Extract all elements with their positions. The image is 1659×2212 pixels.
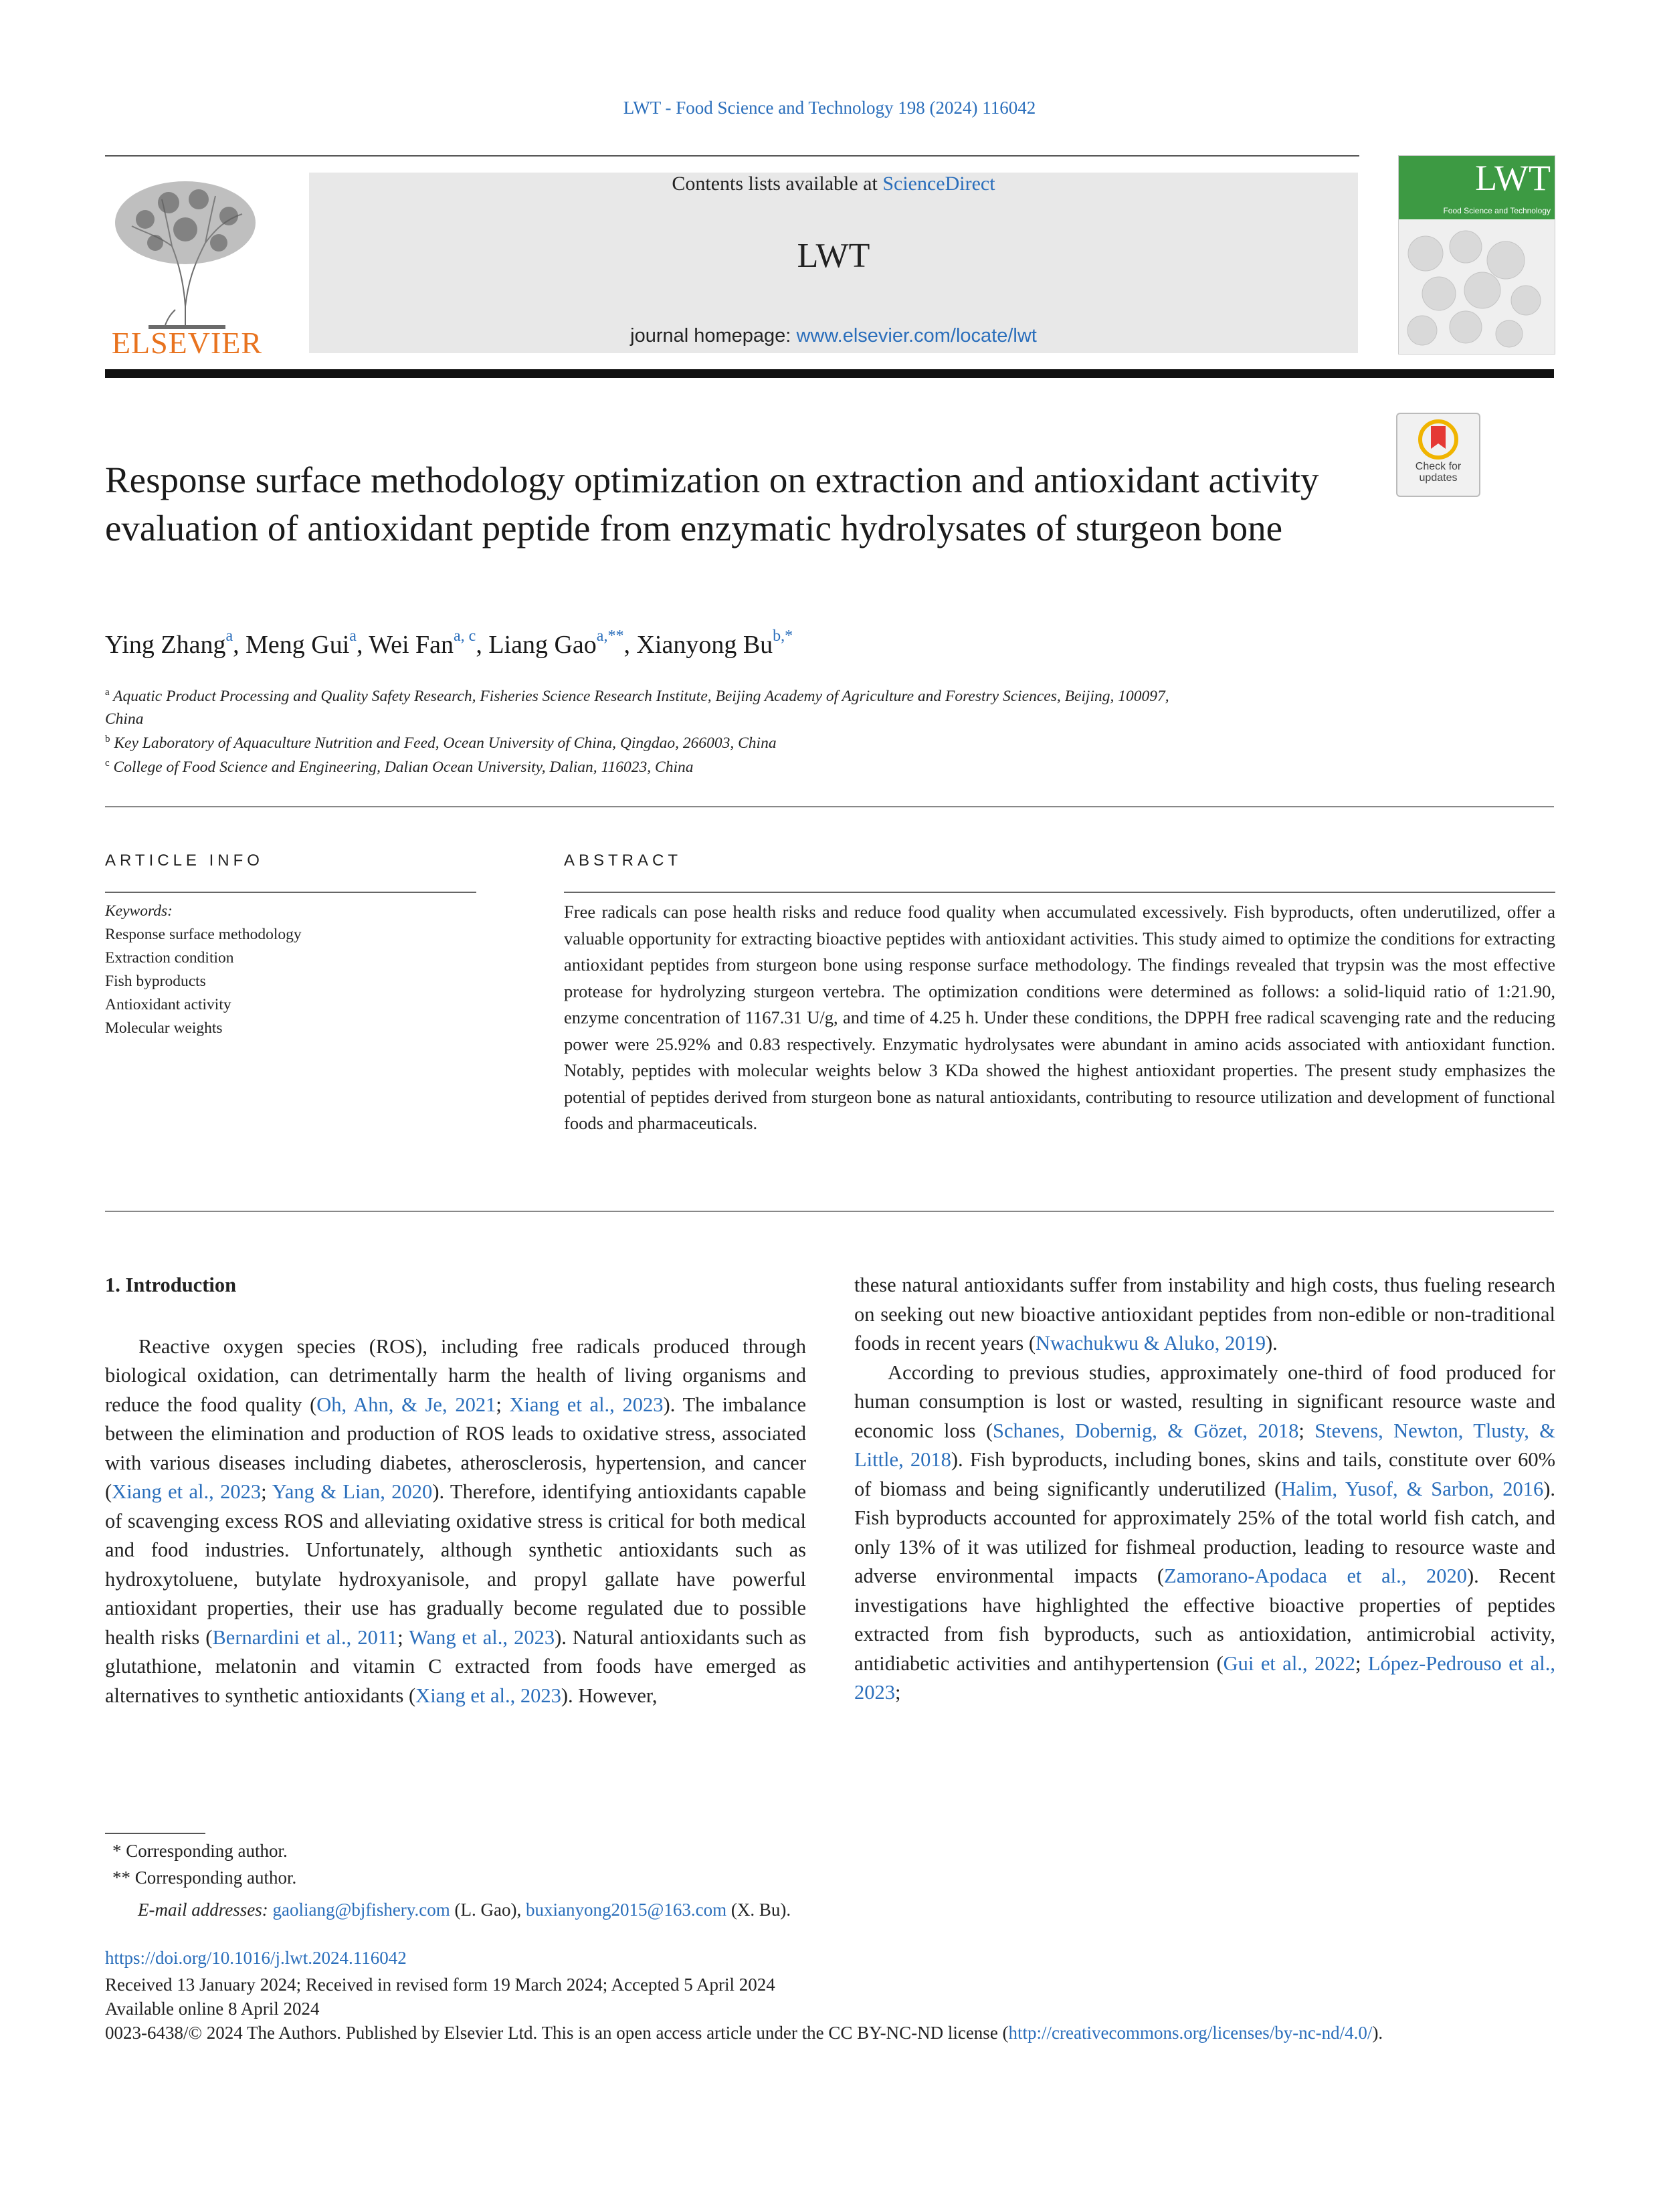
- citation-link[interactable]: Xiang et al., 2023: [509, 1393, 664, 1416]
- footnote-emails: [138, 1900, 791, 1920]
- bookmark-icon: [1397, 417, 1479, 464]
- paragraph: [105, 1332, 806, 1711]
- check-for-updates-badge[interactable]: [1396, 413, 1480, 497]
- paragraph-text: ;: [895, 1681, 901, 1704]
- body-column-right: [854, 1271, 1555, 1708]
- cover-subtitle: Food Science and Technology: [1443, 206, 1551, 215]
- divider: [105, 892, 476, 893]
- journal-cover[interactable]: [1398, 155, 1555, 355]
- citation-link[interactable]: Halim, Yusof, & Sarbon, 2016: [1281, 1477, 1544, 1500]
- paragraph-text: ). Therefore, identifying antioxidants capable of scavenging excess ROS and alleviating oxidative stress is critical for both medical and food industries. Unfortunately, although synthetic antioxidants such as hydroxytoluene, butylate hydroxyanisole, and propyl gallate have powerful antioxidant properties, their use has gradually become regulated due to possible health risks (: [105, 1480, 806, 1649]
- cover-title: LWT: [1475, 158, 1551, 198]
- citation-link[interactable]: Xiang et al., 2023: [112, 1480, 262, 1503]
- citation-link[interactable]: Oh, Ahn, & Je, 2021: [316, 1393, 496, 1416]
- author[interactable]: Xianyong Bu: [636, 631, 773, 659]
- keywords-block: [105, 900, 302, 1040]
- divider: [105, 806, 1554, 807]
- homepage-line: [309, 325, 1358, 347]
- citation-link[interactable]: Schanes, Dobernig, & Gözet, 2018: [993, 1419, 1299, 1442]
- license-link[interactable]: http://creativecommons.org/licenses/by-nc-nd/4.0/: [1008, 2023, 1373, 2043]
- author-list: Ying Zhang$^a$, Meng Gui$^a$, Wei Fan$^{a, c}$, Liang Gao$^{a,**}$, Xianyong $Bu^{b,*}$: [105, 627, 793, 659]
- keyword: Extraction condition: [105, 949, 234, 967]
- citation-link[interactable]: Zamorano-Apodaca et al., 2020: [1164, 1565, 1467, 1587]
- footnote-corresponding: ** Corresponding author.: [112, 1868, 297, 1888]
- paragraph-text: ). However,: [561, 1684, 658, 1707]
- affiliation-text: Aquatic Product Processing and Quality Safety Research, Fisheries Science Research Institute, Beijing Academy of Agriculture and Forestry Sciences, Beijing, 100097,: [113, 688, 1169, 705]
- citation-link[interactable]: Nwachukwu & Aluko, 2019: [1036, 1332, 1266, 1354]
- paragraph-text: ).: [1265, 1332, 1278, 1354]
- paragraph: [854, 1271, 1555, 1359]
- affiliation-mark: c: [105, 758, 110, 769]
- paragraph-text: ). Natural antioxidants such as glutathione, melatonin and vitamin C extracted from foods have emerged as alternatives to synthetic antioxidants (: [105, 1625, 806, 1707]
- license-suffix: ).: [1372, 2023, 1383, 2043]
- doi-link[interactable]: https://doi.org/10.1016/j.lwt.2024.116042: [105, 1948, 407, 1968]
- cover-image: [1399, 220, 1555, 354]
- author[interactable]: Meng Gui: [246, 631, 350, 659]
- paragraph-text: ;: [261, 1480, 272, 1503]
- paragraph-text: According to previous studies, approximately one-third of food produced for human consumption is lost or wasted, resulting in significant resource waste and economic loss (: [854, 1361, 1555, 1442]
- citation-link[interactable]: Stevens, Newton, Tlusty, & Little, 2018: [854, 1419, 1555, 1471]
- cover-banner: [1399, 156, 1555, 219]
- affiliation-b: [105, 732, 1376, 755]
- homepage-link[interactable]: www.elsevier.com/locate/lwt: [796, 325, 1037, 346]
- journal-citation[interactable]: LWT - Food Science and Technology 198 (2024) 116042: [623, 98, 1036, 118]
- citation-link[interactable]: Wang et al., 2023: [409, 1625, 555, 1649]
- header-thick-rule: [105, 369, 1554, 378]
- body-column-left: [105, 1271, 806, 1710]
- homepage-prefix: journal homepage:: [630, 325, 797, 346]
- author[interactable]: Ying Zhang: [105, 631, 226, 659]
- sciencedirect-link[interactable]: ScienceDirect: [882, 173, 995, 195]
- abstract-heading: ABSTRACT: [564, 851, 682, 870]
- paragraph-text: ;: [1298, 1419, 1315, 1442]
- affiliation-text: College of Food Science and Engineering, Dalian Ocean University, Dalian, 116023, China: [113, 759, 694, 776]
- contents-prefix: Contents lists available at: [672, 173, 883, 195]
- paragraph-text: Reactive oxygen species (ROS), including free radicals produced through biological oxidation, can detrimentally harm the health of living organisms and reduce the food quality (: [105, 1334, 806, 1416]
- available-online: Available online 8 April 2024: [105, 1999, 320, 2019]
- citation-link[interactable]: López-Pedrouso et al., 2023: [854, 1651, 1555, 1704]
- paragraph: [854, 1359, 1555, 1708]
- elsevier-wordmark: ELSEVIER: [111, 326, 263, 360]
- section-heading: 1. Introduction: [105, 1274, 237, 1296]
- author[interactable]: Liang Gao: [488, 631, 597, 659]
- affiliation-a: [105, 686, 1376, 708]
- author-affiliation-mark: a: [225, 627, 233, 645]
- email-owner: (L. Gao),: [450, 1900, 526, 1920]
- journal-name: LWT: [797, 237, 870, 275]
- check-for-updates-label: Check for updates: [1415, 461, 1462, 484]
- top-rule: [105, 155, 1359, 157]
- citation-link[interactable]: Yang & Lian, 2020: [272, 1480, 433, 1503]
- citation-link[interactable]: Bernardini et al., 2011: [212, 1625, 398, 1649]
- received-dates: Received 13 January 2024; Received in revised form 19 March 2024; Accepted 5 April 2024: [105, 1975, 775, 1995]
- paragraph-text: ). Recent investigations have highlighted the effective bioactive properties of peptides extracted from fish byproducts, such as antioxidation, antimicrobial activity, antidiabetic activities and antihypertension (: [854, 1565, 1555, 1675]
- journal-header-box: [309, 173, 1358, 353]
- divider: [564, 892, 1555, 893]
- footnote-corresponding: * Corresponding author.: [112, 1841, 288, 1861]
- license-statement: [105, 2020, 1557, 2045]
- affiliation-c: [105, 757, 1376, 779]
- email-link[interactable]: buxianyong2015@163.com: [526, 1900, 727, 1920]
- author-affiliation-mark: a,**: [596, 627, 624, 645]
- paragraph-text: ;: [397, 1625, 409, 1649]
- article-info-heading: ARTICLE INFO: [105, 851, 264, 870]
- author-affiliation-mark: a, c: [454, 627, 476, 645]
- paper-title: Response surface methodology optimization on extraction and antioxidant activity evaluation of antioxidant peptide from enzymatic hydrolysates of sturgeon bone: [105, 460, 1319, 548]
- author-affiliation-mark: a: [349, 627, 357, 645]
- email-link[interactable]: gaoliang@bjfishery.com: [272, 1900, 450, 1920]
- license-prefix: 0023-6438/© 2024 The Authors. Published by Elsevier Ltd. This is an open access article under the CC BY-NC-ND license (: [105, 2023, 1009, 2043]
- paragraph-text: ;: [1355, 1651, 1368, 1675]
- paragraph-text: ;: [496, 1393, 510, 1416]
- divider: [105, 1211, 1554, 1212]
- keyword: Molecular weights: [105, 1019, 223, 1037]
- keyword: Response surface methodology: [105, 926, 302, 943]
- keyword: Antioxidant activity: [105, 996, 231, 1013]
- author-affiliation-mark: b,*: [773, 627, 793, 645]
- affiliation-mark: b: [105, 734, 110, 744]
- abstract-text: Free radicals can pose health risks and reduce food quality when accumulated excessively. Fish byproducts, often underutilized, offer a valuable opportunity for extracting bioactive peptides with antioxidant activities. This study aimed to optimize the conditions for extracting antioxidant peptides from sturgeon bone using response surface methodology. The findings revealed that trypsin was the most effective protease for hydrolyzing sturgeon vertebra. The optimization conditions were determined as follows: a solid-liquid ratio of 1:21.90, enzyme concentration of 1167.31 U/g, and time of 4.25 h. Under these conditions, the DPPH free radical scavenging rate and the reducing power were 25.92% and 0.83 respectively. Enzymatic hydrolysates were abundant in amino acids associated with antioxidant function. Notably, peptides with molecular weights below 3 KDa showed the highest antioxidant properties. The present study emphasizes the potential of peptides derived from sturgeon bone as natural antioxidants, contributing to resource utilization and development of functional foods and pharmaceuticals.: [564, 902, 1555, 1133]
- footnote-rule: [105, 1833, 205, 1834]
- keywords-heading: Keywords:: [105, 902, 173, 920]
- citation-link[interactable]: Gui et al., 2022: [1223, 1651, 1355, 1675]
- email-label: E-mail addresses:: [138, 1900, 268, 1920]
- author[interactable]: Wei Fan: [369, 631, 454, 659]
- paragraph-text: ). The imbalance between the elimination and production of ROS leads to oxidative stress, associated with various diseases including diabetes, atherosclerosis, hypertension, and cancer (: [105, 1393, 806, 1503]
- citation-link[interactable]: Xiang et al., 2023: [415, 1684, 561, 1707]
- affiliation-mark: a: [105, 687, 110, 698]
- email-owner: (X. Bu).: [726, 1900, 791, 1920]
- keyword: Fish byproducts: [105, 973, 206, 990]
- affiliation-text: China: [105, 710, 144, 728]
- paragraph-text: ). Fish byproducts accounted for approximately 25% of the total world fish catch, and only 13% of it was utilized for fishmeal production, leading to resource waste and adverse environmental impacts (: [854, 1477, 1555, 1587]
- affiliation-a-cont: [105, 708, 1376, 730]
- contents-line: [309, 173, 1358, 195]
- paragraph-text: ). Fish byproducts, including bones, skins and tails, constitute over 60% of biomass and being significantly underutilized (: [854, 1448, 1555, 1500]
- affiliation-text: Key Laboratory of Aquaculture Nutrition and Feed, Ocean University of China, Qingdao, 266003, China: [114, 734, 777, 752]
- paragraph-text: these natural antioxidants suffer from instability and high costs, thus fueling research on seeking out new bioactive antioxidant peptides from non-edible or non-traditional foods in recent years (: [854, 1274, 1555, 1354]
